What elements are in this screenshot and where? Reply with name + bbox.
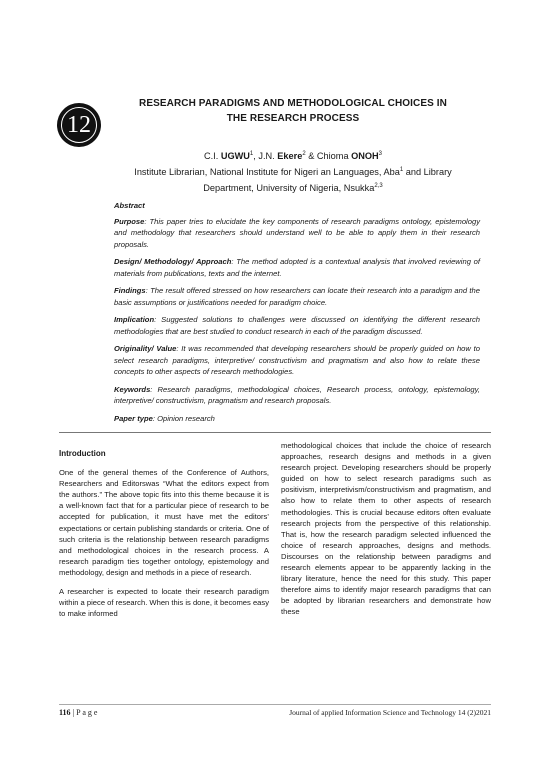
title-line-2: THE RESEARCH PROCESS <box>226 113 360 124</box>
abstract-design <box>114 256 480 279</box>
body-paragraph-1: One of the general themes of the Conference of Authors, Researchers and Editorswas “What the editors expect from the authors.” The above topic fits into this theme because it is a well-known fact that for a particular piece of research to be accepted for publication, it must have met the editors’ expectations or certain publishing standards or criteria. One of such criteria is the relationship between research paradigms and methodological choices in the research process. A research paradigm ties together ontology, epistemology and methodology, design and methods in a piece of research. <box>59 468 269 577</box>
abstract-implication <box>114 314 480 337</box>
findings-label: Findings <box>114 286 146 295</box>
page-number-footer <box>59 708 97 717</box>
author-names: C.I. UGWU$^1$, J.N. Ekere$^2$ & Chioma ONOH$^3$ <box>203 151 383 162</box>
section-divider <box>59 432 491 433</box>
affiliation-text-c: Department, University of Nigeria, Nsukka <box>203 183 375 194</box>
affiliation-sup-1: 1 <box>399 167 404 174</box>
affiliation-text-b: and Library <box>403 167 452 178</box>
body-column-right <box>281 440 491 626</box>
journal-citation: Journal of applied Information Science and Technology 14 (2)2021 <box>289 708 491 717</box>
author-2-initials: J.N. <box>258 151 278 162</box>
implication-label: Implication <box>114 315 155 324</box>
affiliation-line-2 <box>108 179 478 195</box>
footer-divider <box>59 704 491 705</box>
abstract-paper-type <box>114 413 480 425</box>
implication-text: : Suggested solutions to challenges were discussed on identifying the different research methodologies that are best studied to conduct research in each of the paradigm discussed. <box>114 315 480 336</box>
abstract-originality <box>114 343 480 378</box>
body-paragraph-2: A researcher is expected to locate their research paradigm within a piece of research. When this is done, it becomes easy to make informed <box>59 587 269 619</box>
abstract-keywords <box>114 384 480 407</box>
author-1-sup: 1 <box>249 151 254 157</box>
abstract-findings <box>114 285 480 308</box>
author-3-initials: Chioma <box>316 151 352 162</box>
body-paragraph-3: methodological choices that include the choice of research approaches, research designs and methods in a given research project. Developing researchers should be properly guided on how to select research paradigms such as positivism, interpretivism/constructivism and pragmatism, and also how to relate them to other aspects of research methodologies. This is crucial because editors often evaluate research projects from the perspective of this relationship. That is, how the research paradigm selected influenced the choice of research approaches, designs and methods. Discourses on the relationship between paradigms and research elements appear to be apparently lacking in the library literature, hence the need for this study. This paper therefore aims to identify major research paradigms that can be adopted by librarian researchers and demonstrate how these <box>281 441 491 617</box>
originality-label: Originality/ Value <box>114 344 177 353</box>
paper-type-label: Paper type <box>114 413 153 423</box>
abstract-heading: Abstract <box>114 201 145 210</box>
purpose-label: Purpose <box>114 216 145 226</box>
title-line-1: RESEARCH PARADIGMS AND METHODOLOGICAL CHOICES IN <box>139 98 447 109</box>
author-3-surname: ONOH <box>351 151 379 162</box>
findings-text: : The result offered stressed on how researchers can locate their research into a paradigm and the basic assumptions or justifications needed for paradigm choice. <box>114 286 480 307</box>
author-2-sup: 2 <box>302 151 306 157</box>
affiliation-line-1 <box>108 163 478 179</box>
author-2-surname: Ekere <box>277 151 303 162</box>
author-1-initials: C.I. <box>203 151 221 162</box>
affiliation-sup-2: 2,3 <box>374 183 383 190</box>
purpose-text: : This paper tries to elucidate the key components of research paradigms ontology, epistemology and methodology that researchers should understand well to be able to apply them in their research proposals. <box>114 216 480 249</box>
keywords-label: Keywords <box>114 384 151 394</box>
introduction-heading: Introduction <box>59 449 106 458</box>
abstract <box>114 200 480 430</box>
paper-type-text: : Opinion research <box>152 413 215 423</box>
author-block <box>108 147 478 195</box>
chapter-number-badge <box>57 103 101 147</box>
author-1-surname: UGWU <box>220 151 250 162</box>
page-label: | P a g e <box>70 708 98 717</box>
page-number: 116 <box>59 708 71 717</box>
design-text: : The method adopted is a contextual analysis that involved reviewing of materials from publications, texts and the internet. <box>114 257 480 278</box>
paper-title <box>108 96 478 126</box>
keywords-text: : Research paradigms, methodological choices, Research process, ontology, epistemology, interpretive/ constructivism, pragmatism and research proposals. <box>114 384 480 405</box>
originality-text: : It was recommended that developing researchers should be properly guided on how to select research paradigms, interpretive/ constructivism and pragmatism and also how to relate these concepts to other aspects of research methodologies. <box>114 344 480 376</box>
chapter-number: 12 <box>61 107 97 143</box>
author-3-sup: 3 <box>378 151 383 157</box>
design-label: Design/ Methodology/ Approach <box>114 257 232 266</box>
body-column-left <box>59 440 269 627</box>
abstract-purpose <box>114 216 480 251</box>
affiliation-text-a: Institute Librarian, National Institute for Nigeri an Languages, Aba <box>134 167 400 178</box>
